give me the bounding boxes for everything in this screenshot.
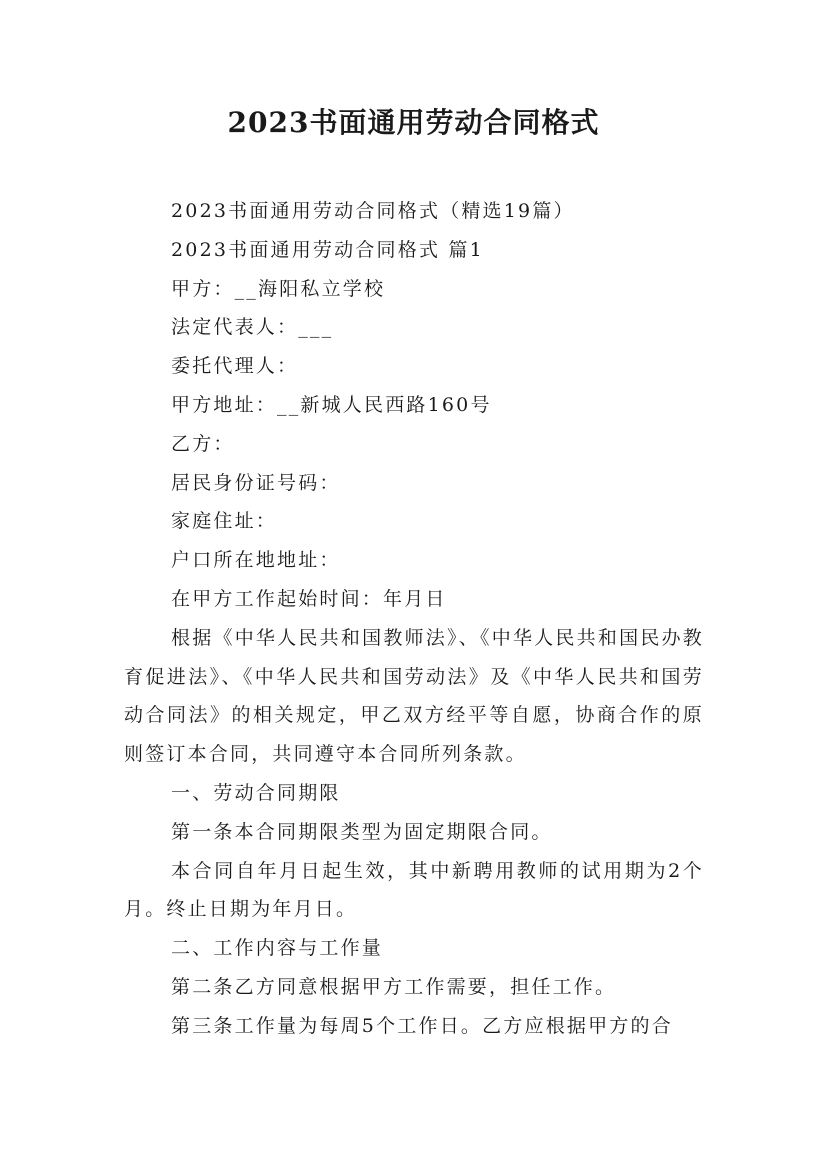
paragraph-article-3: 第三条工作量为每周5个工作日。乙方应根据甲方的合	[171, 1014, 673, 1037]
paragraph-article-1: 第一条本合同期限类型为固定期限合同。	[171, 820, 553, 843]
paragraph-heading-selection: 2023书面通用劳动合同格式（精选19篇）	[171, 200, 575, 222]
paragraph-home-address: 家庭住址：	[171, 510, 278, 533]
section-heading-contract-term: 一、劳动合同期限	[171, 781, 341, 804]
document-body	[124, 192, 704, 1046]
section-heading-work-content: 二、工作内容与工作量	[171, 937, 384, 960]
paragraph-heading-part1: 2023书面通用劳动合同格式 篇1	[171, 238, 484, 261]
paragraph-party-a-address: 甲方地址：__新城人民西路160号	[171, 393, 492, 416]
paragraph-party-a: 甲方：__海阳私立学校	[171, 277, 386, 300]
paragraph-party-b: 乙方：	[171, 432, 235, 455]
paragraph-article-2: 第二条乙方同意根据甲方工作需要，担任工作。	[171, 975, 617, 998]
document-title: 2023书面通用劳动合同格式	[227, 106, 600, 139]
paragraph-authorized-agent: 委托代理人：	[171, 355, 299, 378]
paragraph-start-date: 在甲方工作起始时间：年月日	[171, 587, 447, 610]
paragraph-effective-date: 本合同自年月日起生效，其中新聘用教师的试用期为2个月。终止日期为年月日。	[124, 859, 704, 921]
paragraph-id-number: 居民身份证号码：	[171, 471, 341, 494]
paragraph-legal-representative: 法定代表人：___	[171, 316, 334, 339]
paragraph-legal-basis: 根据《中华人民共和国教师法》、《中华人民共和国民办教育促进法》、《中华人民共和国劳动法》及《中华人民共和国劳动合同法》的相关规定，甲乙双方经平等自愿，协商合作的原则签订本合同，共同遵守本合同所列条款。	[124, 626, 704, 766]
paragraph-household-address: 户口所在地地址：	[171, 549, 341, 572]
